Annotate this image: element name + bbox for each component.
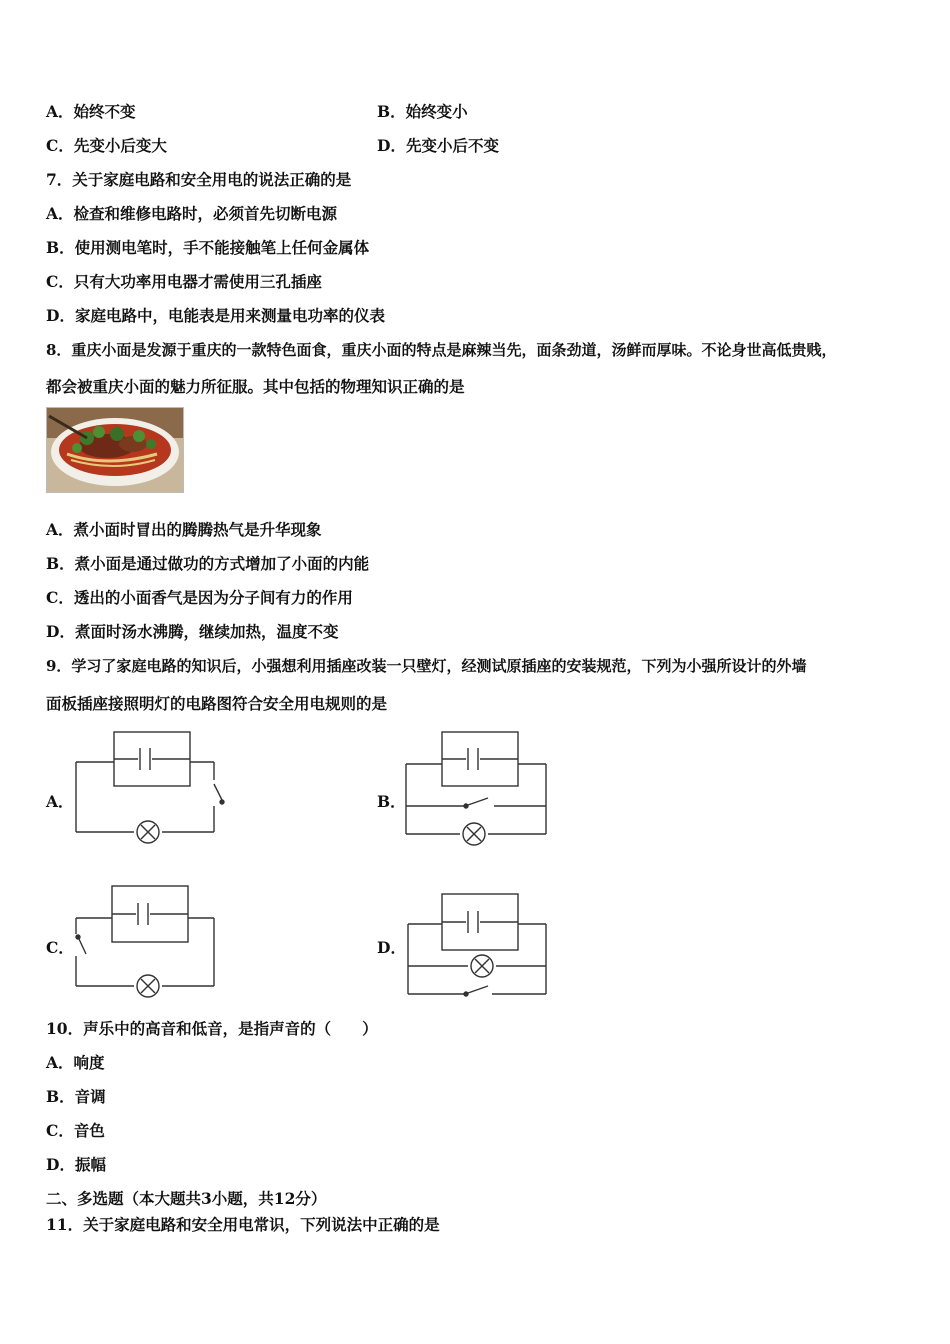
option-text: 煮小面时冒出的腾腾热气是升华现象 [73,520,322,539]
q10-option-c [46,1121,105,1141]
option-label: A． [46,1053,74,1072]
option-label: B． [46,554,75,573]
q9-option-a-label: A． [46,792,74,811]
option-label: D． [377,136,406,155]
option-label: D． [46,1155,75,1174]
q9-option-b-label: B． [377,792,406,811]
option-label: A． [46,102,74,121]
option-label: D． [46,622,75,641]
option-text: 使用测电笔时，手不能接触笔上任何金属体 [74,238,370,257]
circuit-diagram-a [70,728,230,848]
q10-option-b [46,1087,106,1107]
option-label: B． [377,102,406,121]
option-text: 音调 [74,1087,106,1106]
q8-stem-line2: 都会被重庆小面的魅力所征服。其中包括的物理知识正确的是 [46,377,465,396]
q7-stem: 7．关于家庭电路和安全用电的说法正确的是 [46,170,352,189]
section-heading: 二、多选题（本大题共3小题，共12分） [46,1189,327,1208]
option-text: 先变小后不变 [405,136,499,155]
option-text: 只有大功率用电器才需使用三孔插座 [73,272,322,291]
q6-option-b [377,102,468,122]
q8-stem-line1: 8．重庆小面是发源于重庆的一款特色面食，重庆小面的特点是麻辣当先，面条劲道，汤鲜而厚味。不论身世高低贵贱， [46,341,837,359]
q8-option-c [46,588,353,608]
circuit-diagram-d [402,890,552,1002]
q6-option-a [46,102,136,122]
option-label: D． [46,306,75,325]
q9-stem-line2: 面板插座接照明灯的电路图符合安全用电规则的是 [46,694,388,713]
q11-stem: 11．关于家庭电路和安全用电常识，下列说法中正确的是 [46,1215,440,1234]
option-text: 检查和维修电路时，必须首先切断电源 [73,204,338,223]
q10-option-d [46,1155,106,1175]
q8-option-a [46,520,322,540]
option-label: B． [46,1087,75,1106]
q9-stem-line1: 9．学习了家庭电路的知识后，小强想利用插座改装一只壁灯，经测试原插座的安装规范，下列为小强所设计的外墙 [46,657,807,675]
q10-stem: 10．声乐中的高音和低音，是指声音的（ ） [46,1019,378,1038]
q9-option-d-label: D． [377,938,406,957]
option-text: 先变小后变大 [73,136,167,155]
option-label: A． [46,204,74,223]
option-text: 家庭电路中，电能表是用来测量电功率的仪表 [74,306,385,325]
option-text: 透出的小面香气是因为分子间有力的作用 [73,588,353,607]
q6-option-c [46,136,167,156]
noodle-bowl-photo [46,407,184,493]
q7-option-c [46,272,322,292]
option-text: 煮小面是通过做功的方式增加了小面的内能 [74,554,370,573]
option-text: 始终变小 [405,102,468,121]
q8-option-d [46,622,338,642]
option-text: 响度 [73,1053,105,1072]
option-text: 音色 [73,1121,105,1140]
q7-option-b [46,238,369,258]
option-text: 始终不变 [73,102,136,121]
q8-option-b [46,554,369,574]
option-text: 煮面时汤水沸腾，继续加热，温度不变 [74,622,339,641]
q7-option-d [46,306,385,326]
q9-option-c-label: C． [46,938,74,957]
q7-option-a [46,204,337,224]
option-label: C． [46,1121,74,1140]
option-label: C． [46,272,74,291]
option-label: C． [46,136,74,155]
q10-option-a [46,1053,105,1073]
option-text: 振幅 [74,1155,106,1174]
option-label: B． [46,238,75,257]
option-label: A． [46,520,74,539]
circuit-diagram-b [402,728,552,848]
q6-option-d [377,136,499,156]
option-label: C． [46,588,74,607]
circuit-diagram-c [70,882,230,1004]
